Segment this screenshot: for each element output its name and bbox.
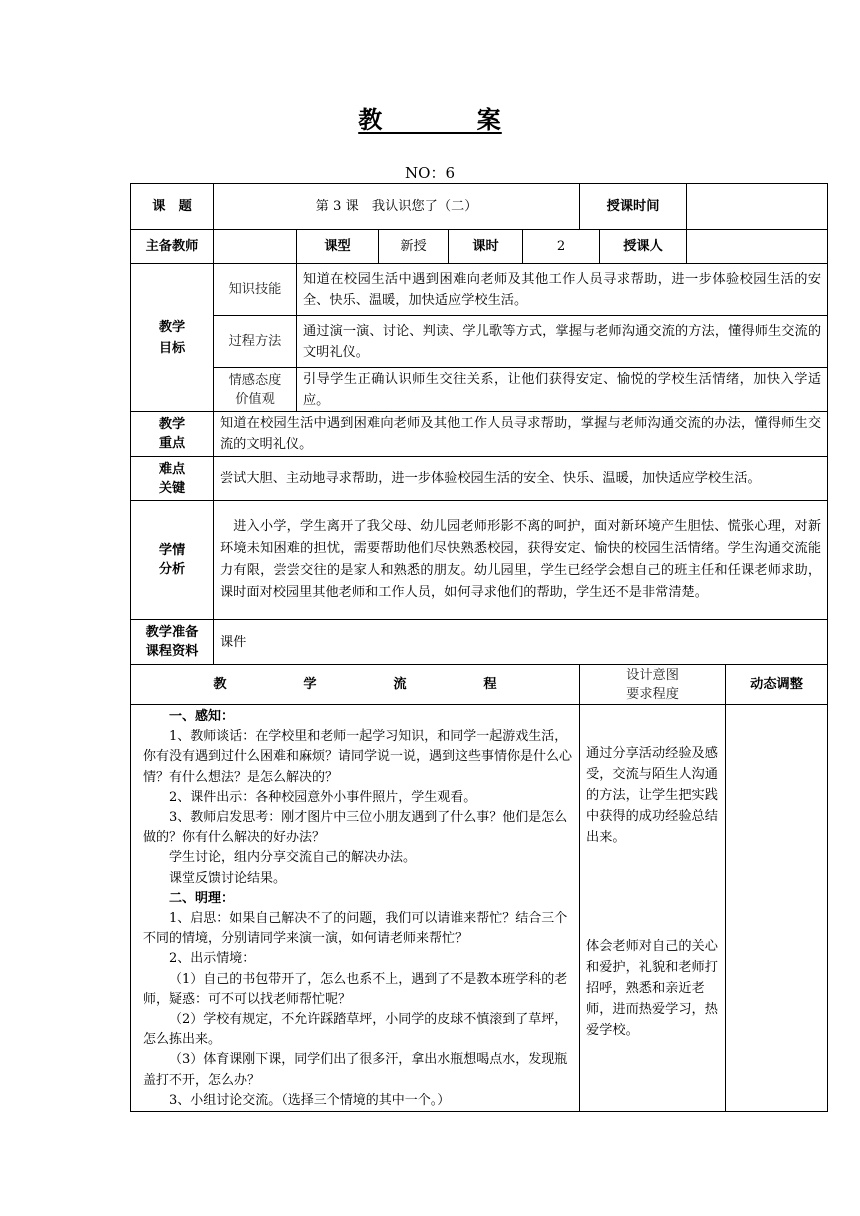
flow-content: [131, 705, 580, 1112]
difficulty-label: 难点 关键: [131, 457, 214, 501]
topic-row: [131, 184, 828, 230]
design-intent-header: 设计意图 要求程度: [580, 665, 726, 705]
flow-line: 1、启思：如果自己解决不了的问题，我们可以请谁来帮忙？结合三个不同的情境，分别请同学来演一演，如何请老师来帮忙？: [143, 911, 568, 947]
goal-row-emotion: [131, 368, 828, 412]
flow-line: （3）体育课刚下课，同学们出了很多汗，拿出水瓶想喝点水，发现瓶盖打不开，怎么办？: [143, 1052, 568, 1088]
flow-line: 学生讨论，组内分享交流自己的解决办法。: [169, 850, 417, 866]
flow-heading: 一、感知：: [169, 709, 235, 724]
focus-label: 教学 重点: [131, 412, 214, 457]
flow-line: 课堂反馈讨论结果。: [169, 870, 287, 886]
dynamic-adjust-content: [726, 705, 828, 1112]
design-note: 体会老师对自己的关心和爱护，礼貌和老师打招呼，熟悉和亲近老师，进而热爱学习，热爱学校。: [586, 939, 718, 1038]
prep-label: 教学准备 课程资料: [131, 620, 214, 665]
goal-row-process: [131, 316, 828, 368]
document-title: 教 案: [358, 106, 502, 134]
focus-text: 知道在校园生活中遇到困难向老师及其他工作人员寻求帮助，掌握与老师沟通交流的办法，懂得师生交流的文明礼仪。: [214, 412, 828, 457]
prep-text: 课件: [214, 620, 828, 665]
document-number: NO：6: [405, 164, 455, 182]
type-label: 课型: [297, 230, 379, 264]
time-label: 授课时间: [580, 184, 687, 230]
topic-value: 第 3 课 我认识您了（二）: [214, 184, 580, 230]
hours-value: 2: [523, 230, 600, 264]
hours-label: 课时: [449, 230, 523, 264]
goal-name: 情感态度 价值观: [214, 368, 297, 412]
topic-label: 课 题: [131, 184, 214, 230]
lecturer-label: 授课人: [600, 230, 687, 264]
time-value: [687, 184, 828, 230]
analysis-text: 进入小学，学生离开了我父母、幼儿园老师形影不离的呵护，面对新环境产生胆怯、慌张心理，对新环境未知困难的担忧，需要帮助他们尽快熟悉校园，获得安定、愉快的校园生活情绪。学生沟通交流能力有限，尝尝交往的是家人和熟悉的朋友。幼儿园里，学生已经学会想自己的班主任和任课老师求助，课时面对校园里其他老师和工作人员，如何寻求他们的帮助，学生还不是非常清楚。: [214, 501, 828, 620]
teacher-label: 主备教师: [131, 230, 214, 264]
goal-row-knowledge: [131, 264, 828, 316]
analysis-label: 学情 分析: [131, 501, 214, 620]
flow-header-row: [131, 665, 828, 705]
prep-row: [131, 620, 828, 665]
flow-line: 3、教师启发思考：刚才图片中三位小朋友遇到了什么事？他们是怎么做的？你有什么解决的好办法？: [143, 810, 568, 846]
lesson-plan-table: [130, 183, 828, 1112]
goal-text: 知道在校园生活中遇到困难向老师及其他工作人员寻求帮助，进一步体验校园生活的安全、快乐、温暖，加快适应学校生活。: [297, 264, 828, 316]
flow-line: （1）自己的书包带开了，怎么也系不上，遇到了不是教本班学科的老师，疑惑：可不可以找老师帮忙呢？: [143, 971, 568, 1007]
goals-label: 教学 目标: [131, 264, 214, 412]
design-note: 通过分享活动经验及感受，交流与陌生人沟通的方法，让学生把实践中获得的成功经验总结出来。: [586, 746, 718, 845]
flow-line: 2、出示情境：: [169, 951, 256, 967]
goal-text: 通过演一演、讨论、判读、学儿歌等方式，掌握与老师沟通交流的方法，懂得师生交流的文明礼仪。: [297, 316, 828, 368]
flow-header: 教 学 流 程: [131, 665, 580, 705]
design-intent-content: [580, 705, 726, 1112]
type-value: 新授: [379, 230, 449, 264]
analysis-row: [131, 501, 828, 620]
goal-name: 过程方法: [214, 316, 297, 368]
difficulty-text: 尝试大胆、主动地寻求帮助，进一步体验校园生活的安全、快乐、温暖，加快适应学校生活。: [214, 457, 828, 501]
lecturer-value: [687, 230, 828, 264]
focus-row: [131, 412, 828, 457]
teacher-row: [131, 230, 828, 264]
flow-line: 1、教师谈话：在学校里和老师一起学习知识，和同学一起游戏生活，你有没有遇到过什么困难和麻烦？请同学说一说，遇到这些事情你是什么心情？有什么想法？是怎么解决的？: [143, 729, 573, 785]
goal-text: 引导学生正确认识师生交往关系，让他们获得安定、愉悦的学校生活情绪，加快入学适应。: [297, 368, 828, 412]
flow-body-row: [131, 705, 828, 1112]
dynamic-adjust-header: 动态调整: [726, 665, 828, 705]
goal-name: 知识技能: [214, 264, 297, 316]
flow-heading: 二、明理：: [169, 890, 235, 906]
flow-line: 2、课件出示：各种校园意外小事件照片，学生观看。: [169, 789, 477, 805]
flow-line: （2）学校有规定，不允许踩踏草坪，小同学的皮球不慎滚到了草坪，怎么拣出来。: [143, 1012, 568, 1048]
flow-line: 3、小组讨论交流。（选择三个情境的其中一个。）: [169, 1092, 451, 1108]
difficulty-row: [131, 457, 828, 501]
teacher-value: [214, 230, 297, 264]
